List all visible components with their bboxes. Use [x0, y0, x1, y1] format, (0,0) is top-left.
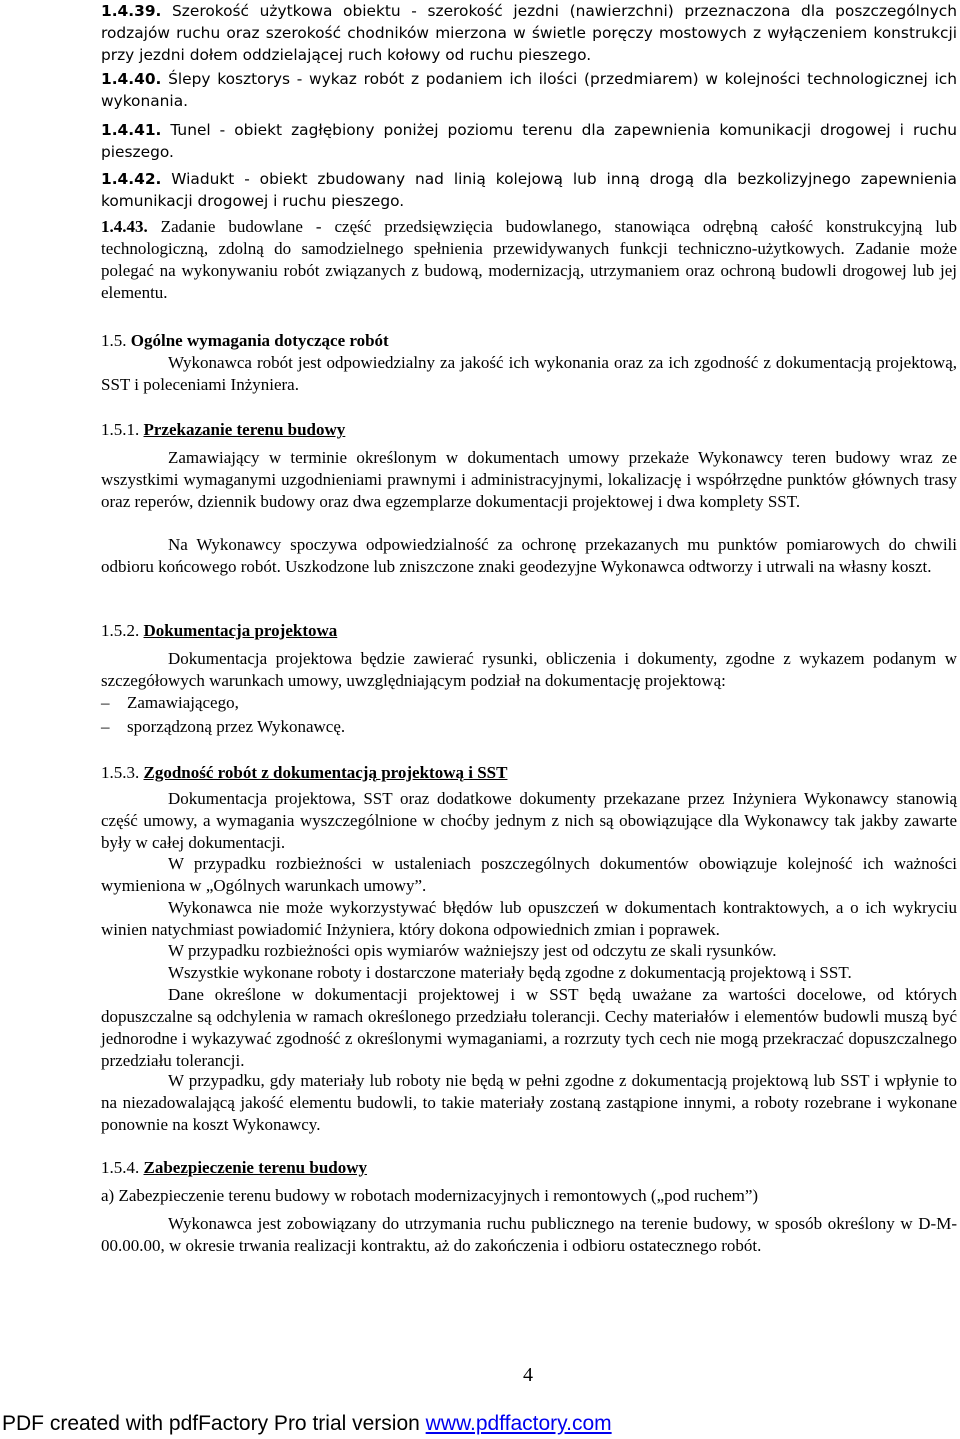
- section-title: Dokumentacja projektowa: [143, 621, 338, 640]
- list-item: [101, 716, 957, 738]
- definition-1-4-42: [101, 168, 957, 212]
- definition-1-4-41: [101, 119, 957, 163]
- section-number: 1.5.: [101, 331, 127, 350]
- paragraph: Wszystkie wykonane roboty i dostarczone materiały będą zgodne z dokumentacją projektową i SST.: [168, 963, 852, 982]
- section-number: 1.5.3.: [101, 763, 140, 782]
- paragraph: W przypadku rozbieżności opis wymiarów ważniejszy jest od odczytu ze skali rysunków.: [168, 941, 777, 960]
- dash-bullet: –: [101, 693, 110, 712]
- definition-text: Szerokość użytkowa obiektu - szerokość jezdni (nawierzchni) przeznaczona dla poszczególnych rodzajów ruchu oraz szerokość chodników mierzona w świetle poręczy mostowych z wyłączeniem konstrukcji przy jezdni dołem oddzielającej ruch kołowy od ruchu pieszego.: [101, 2, 957, 64]
- dash-bullet: –: [101, 717, 110, 736]
- definition-text: Ślepy kosztorys - wykaz robót z podaniem ich ilości (przedmiarem) w kolejności technologicznej ich wykonania.: [101, 70, 957, 110]
- section-title: Zabezpieczenie terenu budowy: [143, 1158, 368, 1177]
- heading-1-5-3: [101, 762, 957, 784]
- list-item: [101, 692, 957, 714]
- paragraph: W przypadku, gdy materiały lub roboty nie będą w pełni zgodne z dokumentacją projektową lub SST i wpłynie to na niezadowalającą jakość elementu budowli, to takie materiały zostaną zastąpione innymi, a roboty rozebrane i wykonane ponownie na koszt Wykonawcy.: [101, 1071, 957, 1134]
- section-number: 1.5.1.: [101, 420, 140, 439]
- section-number: 1.4.41.: [101, 121, 162, 139]
- pdf-footer: [2, 1409, 612, 1439]
- section-title: Przekazanie terenu budowy: [143, 420, 346, 439]
- list-item-text: Zamawiającego,: [127, 693, 239, 712]
- paragraph: Dokumentacja projektowa, SST oraz dodatkowe dokumenty przekazane przez Inżyniera Wykonawcy stanowią część umowy, a wymagania wyszczególnione w choćby jednym z nich są obowiązujące dla Wykonawcy tak jakby zawarte były w całej dokumentacji.: [101, 789, 957, 852]
- page-number: 4: [523, 1364, 533, 1386]
- definition-1-4-40: [101, 68, 957, 112]
- heading-1-5-1: [101, 419, 957, 441]
- subsection-a: a) Zabezpieczenie terenu budowy w robotach modernizacyjnych i remontowych („pod ruchem”): [101, 1186, 759, 1205]
- footer-text: PDF created with pdfFactory Pro trial version: [2, 1412, 426, 1435]
- paragraph: Wykonawca nie może wykorzystywać błędów lub opuszczeń w dokumentach kontraktowych, a o ich wykryciu winien natychmiast powiadomić Inżyniera, który dokona odpowiednich zmian i poprawek.: [101, 898, 957, 939]
- footer-link[interactable]: www.pdffactory.com: [425, 1412, 612, 1435]
- paragraph: Dane określone w dokumentacji projektowej i w SST będą uważane za wartości docelowe, od których dopuszczalne są odchylenia w ramach określonego przedziału tolerancji. Cechy materiałów i elementów budowli muszą być jednorodne i wykazywać zgodność z określonymi wymaganiami, a rozrzuty tych cech nie mogą przekraczać dopuszczalnego przedziału tolerancji.: [101, 985, 957, 1070]
- paragraph: Zamawiający w terminie określonym w dokumentach umowy przekaże Wykonawcy teren budowy wraz ze wszystkimi wymaganymi uzgodnieniami prawnymi i administracyjnymi, lokalizację i współrzędne punktów głównych trasy oraz reperów, dziennik budowy oraz dwa egzemplarze dokumentacji projektowej i dwa komplety SST.: [101, 448, 957, 511]
- paragraph: Dokumentacja projektowa będzie zawierać rysunki, obliczenia i dokumenty, zgodne z wykazem podanym w szczegółowych warunkach umowy, uwzględniającym podział na dokumentację projektową:: [101, 649, 957, 690]
- section-title: Ogólne wymagania dotyczące robót: [130, 331, 389, 350]
- section-title: Zgodność robót z dokumentacją projektową i SST: [143, 763, 508, 782]
- section-number: 1.5.4.: [101, 1158, 140, 1177]
- definition-text: Zadanie budowlane - część przedsięwzięcia budowlanego, stanowiąca odrębną całość konstrukcyjną lub technologiczną, zdolną do samodzielnego spełnienia przewidywanych funkcji techniczno-użytkowych. Zadanie może polegać na wykonywaniu robót związanych z budową, modernizacją, utrzymaniem oraz ochroną budowli drogowej lub jej elementu.: [101, 217, 957, 302]
- section-number: 1.4.40.: [101, 70, 162, 88]
- paragraph: Wykonawca robót jest odpowiedzialny za jakość ich wykonania oraz za ich zgodność z dokumentacją projektową, SST i poleceniami Inżyniera.: [101, 353, 957, 394]
- paragraph: Na Wykonawcy spoczywa odpowiedzialność za ochronę przekazanych mu punktów pomiarowych do chwili odbioru końcowego robót. Uszkodzone lub zniszczone znaki geodezyjne Wykonawca odtworzy i utrwali na własny koszt.: [101, 535, 957, 576]
- section-number: 1.5.2.: [101, 621, 140, 640]
- list-item-text: sporządzoną przez Wykonawcę.: [127, 717, 346, 736]
- paragraph: W przypadku rozbieżności w ustaleniach poszczególnych dokumentów obowiązuje kolejność ich ważności wymieniona w „Ogólnych warunkach umowy”.: [101, 854, 957, 895]
- definition-text: Wiadukt - obiekt zbudowany nad linią kolejową lub inną drogą dla bezkolizyjnego zapewnienia komunikacji drogowej i ruchu pieszego.: [101, 170, 957, 210]
- heading-1-5-4: [101, 1157, 957, 1179]
- section-number: 1.4.42.: [101, 170, 162, 188]
- section-number: 1.4.43.: [101, 217, 148, 236]
- definition-text: Tunel - obiekt zagłębiony poniżej poziomu terenu dla zapewnienia komunikacji drogowej i ruchu pieszego.: [101, 121, 957, 161]
- heading-1-5: [101, 330, 957, 352]
- section-number: 1.4.39.: [101, 2, 162, 20]
- heading-1-5-2: [101, 620, 957, 642]
- definition-1-4-43: [101, 216, 957, 304]
- paragraph: Wykonawca jest zobowiązany do utrzymania ruchu publicznego na terenie budowy, w sposób określony w D-M-00.00.00, w okresie trwania realizacji kontraktu, aż do zakończenia i odbioru ostatecznego robót.: [101, 1214, 957, 1255]
- definition-1-4-39: [101, 0, 957, 66]
